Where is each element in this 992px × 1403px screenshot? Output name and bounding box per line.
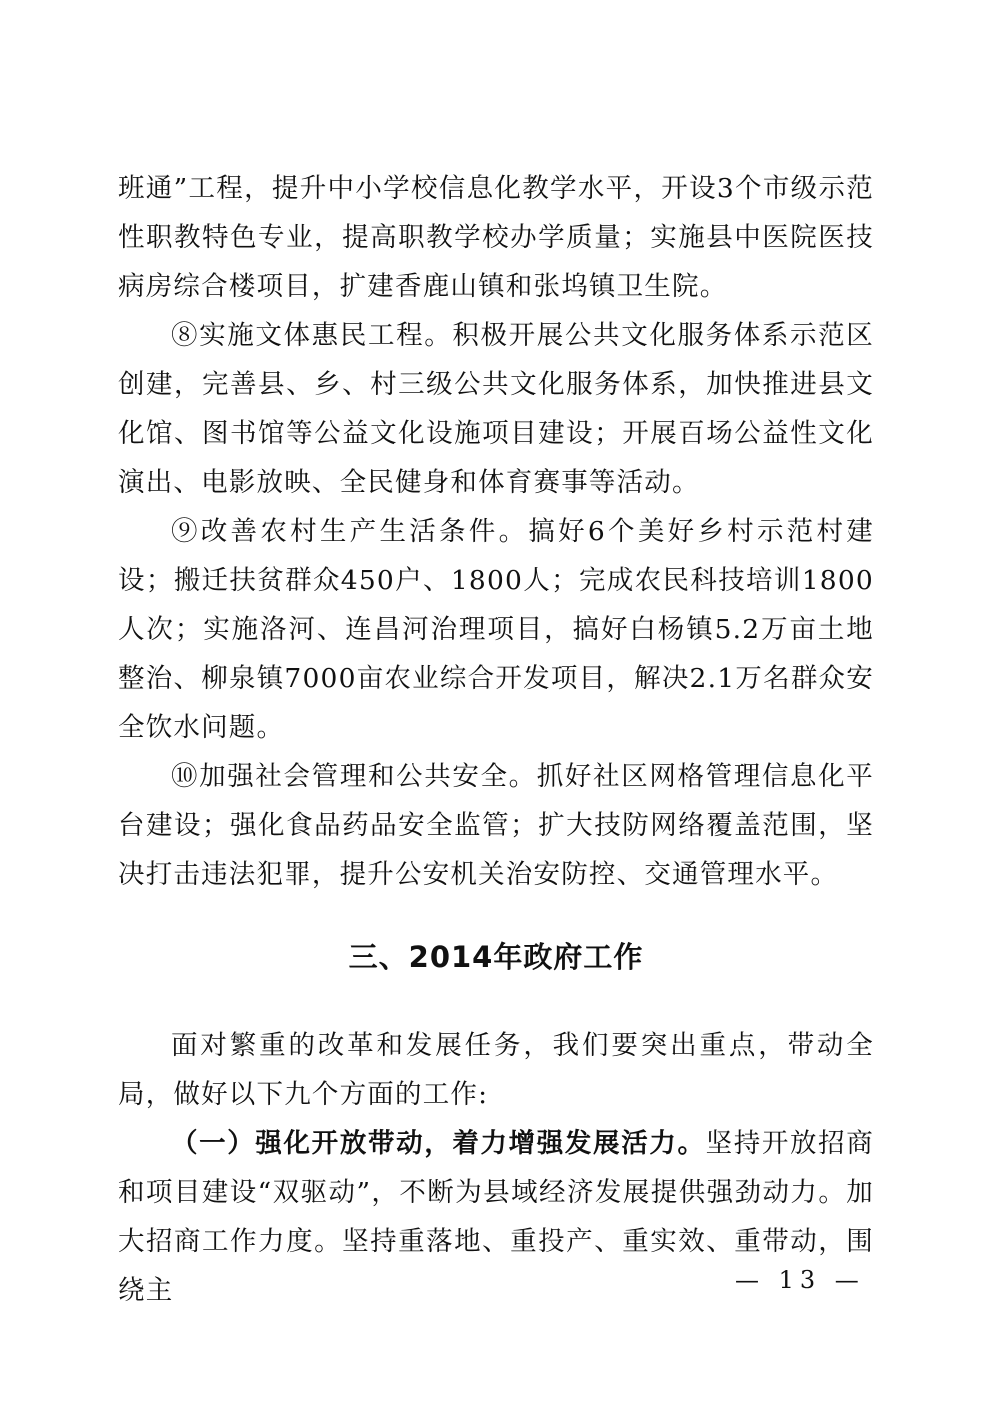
paragraph-lead: ⑩加强社会管理和公共安全。 (171, 761, 537, 792)
document-body (118, 164, 874, 1315)
paragraph-text: 面对繁重的改革和发展任务，我们要突出重点，带动全局，做好以下九个方面的工作: (118, 1030, 874, 1110)
paragraph-lead: ⑨改善农村生产生活条件。 (171, 516, 529, 547)
section-heading: 三、2014年政府工作 (348, 940, 644, 974)
paragraph-public-safety (118, 752, 874, 899)
page-number: — 13 — (735, 1266, 865, 1294)
paragraph-culture-project (118, 311, 874, 507)
item-one-lead: （一）强化开放带动，着力增强发展活力。 (171, 1128, 706, 1159)
paragraph-rural-conditions (118, 507, 874, 752)
paragraph-text: 搞好6个美好乡村示范村建设；搬迁扶贫群众450户、1800人；完成农民科技培训1800人次；实施洛河、连昌河治理项目，搞好白杨镇5.2万亩土地整治、柳泉镇7000亩农业综合开发项目，解决2.1万名群众安全饮水问题。 (118, 516, 874, 743)
intro-paragraph (118, 1021, 874, 1119)
paragraph-text: 班通”工程，提升中小学校信息化教学水平，开设3个市级示范性职教特色专业，提高职教学校办学质量；实施县中医院医技病房综合楼项目，扩建香鹿山镇和张坞镇卫生院。 (118, 173, 874, 302)
paragraph-continuation (118, 164, 874, 311)
paragraph-lead: ⑧实施文体惠民工程。 (171, 320, 453, 351)
paragraph-text: 积极开展公共文化服务体系示范区创建，完善县、乡、村三级公共文化服务体系，加快推进县文化馆、图书馆等公益文化设施项目建设；开展百场公益性文化演出、电影放映、全民健身和体育赛事等活动。 (118, 320, 874, 498)
paragraph-text: 抓好社区网格管理信息化平台建设；强化食品药品安全监管；扩大技防网络覆盖范围，坚决打击违法犯罪，提升公安机关治安防控、交通管理水平。 (118, 761, 874, 890)
paragraph-text: 坚持开放招商和项目建设“双驱动”，不断为县域经济发展提供强劲动力。加大招商工作力度。坚持重落地、重投产、重实效、重带动，围绕主 (118, 1128, 874, 1306)
